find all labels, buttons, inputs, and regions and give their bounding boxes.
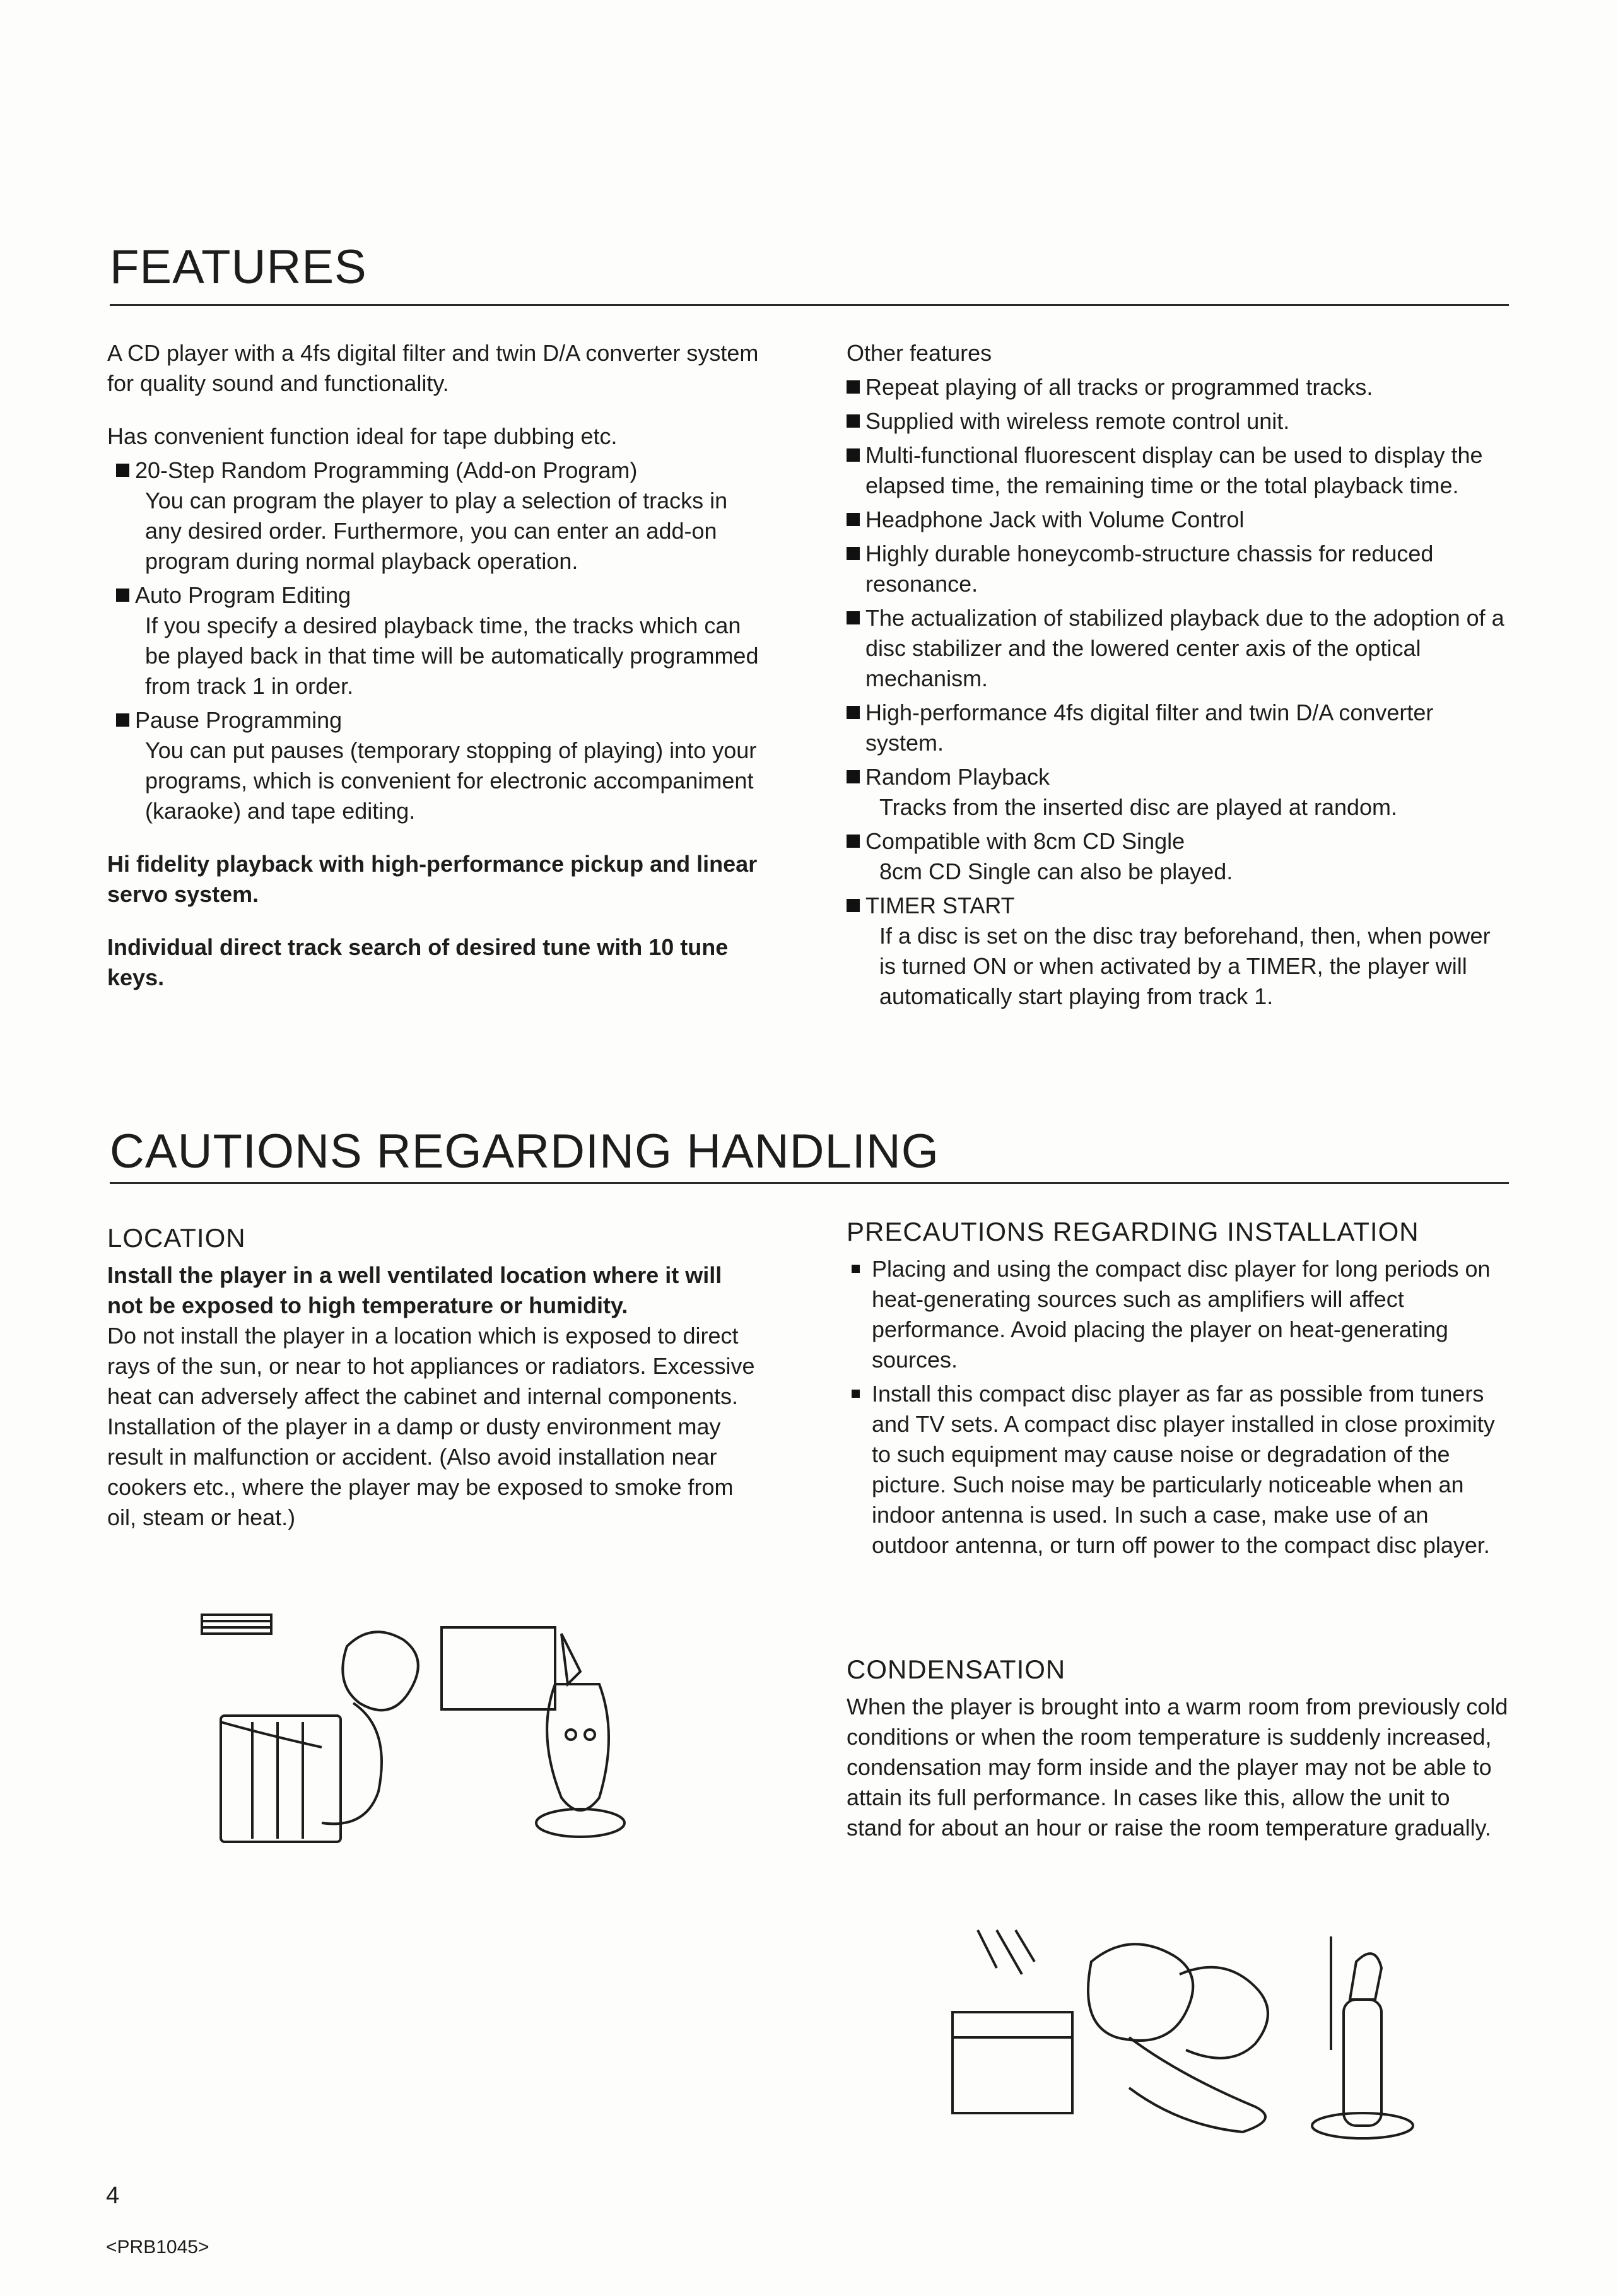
document-code: <PRB1045> <box>106 2237 209 2258</box>
square-bullet-icon <box>847 547 860 560</box>
square-bullet-icon <box>116 589 129 602</box>
cautions-heading: CAUTIONS REGARDING HANDLING <box>110 1125 939 1178</box>
heater-shape <box>202 1615 271 1634</box>
square-bullet-icon <box>116 713 129 727</box>
cabinet-shape <box>953 2012 1072 2113</box>
feature-label: Random Playback <box>865 764 1050 790</box>
other-feature-item <box>847 440 1510 501</box>
precaution-item <box>847 1379 1510 1561</box>
square-bullet-icon <box>847 380 860 394</box>
other-feature-item <box>847 826 1510 857</box>
feature-label: Compatible with 8cm CD Single <box>865 828 1185 854</box>
square-bullet-icon <box>847 414 860 428</box>
feature-item-auto-program-editing <box>107 580 763 611</box>
square-bullet-icon <box>847 899 860 912</box>
feature-body: Tracks from the inserted disc are played at random. <box>879 794 1398 820</box>
other-feature-item <box>847 505 1510 535</box>
condensation-illustration <box>940 1924 1445 2151</box>
feature-label: Highly durable honeycomb-structure chassis for reduced resonance. <box>865 541 1434 597</box>
bullet-icon <box>852 1265 860 1273</box>
feature-label: The actualization of stabilized playback due to the adoption of a disc stabilizer and the lowered center axis of the optical mechanism. <box>865 605 1504 691</box>
features-heading: FEATURES <box>110 240 367 294</box>
square-bullet-icon <box>847 448 860 462</box>
feature-body: You can program the player to play a selection of tracks in any desired order. Furthermore, you can enter an add-on program during normal playback operation. <box>145 488 728 574</box>
feature-label: Auto Program Editing <box>135 582 351 608</box>
square-bullet-icon <box>847 611 860 624</box>
precautions-section <box>847 1216 1510 1561</box>
precaution-text: Install this compact disc player as far as possible from tuners and TV sets. A compact disc player installed in close proximity to such equipment may cause noise or degradation of the picture. Such noise may be particularly noticeable when an indoor antenna is used. In such a case, make use of an outdoor antenna, or turn off power to the compact disc player. <box>872 1381 1495 1558</box>
feature-body: If you specify a desired playback time, the tracks which can be played back in that time will be automatically programmed from track 1 in order. <box>145 612 759 699</box>
square-bullet-icon <box>116 464 129 477</box>
hifi-feature: Hi fidelity playback with high-performance pickup and linear servo system. <box>107 851 758 907</box>
condensation-heading: CONDENSATION <box>847 1655 1066 1684</box>
other-feature-item <box>847 372 1510 402</box>
condensation-section <box>847 1654 1510 1843</box>
feature-label: Pause Programming <box>135 707 343 733</box>
other-feature-item <box>847 603 1510 694</box>
square-bullet-icon <box>847 513 860 526</box>
features-intro: A CD player with a 4fs digital filter and twin D/A converter system for quality sound and functionality. <box>107 340 759 396</box>
heater-shape <box>1344 2000 1381 2126</box>
page-number: 4 <box>106 2182 120 2209</box>
precautions-heading: PRECAUTIONS REGARDING INSTALLATION <box>847 1217 1419 1246</box>
feature-body: 8cm CD Single can also be played. <box>879 858 1233 884</box>
square-bullet-icon <box>847 835 860 848</box>
dubbing-heading: Has convenient function ideal for tape dubbing etc. <box>107 423 618 449</box>
square-bullet-icon <box>847 770 860 783</box>
window-frost <box>978 1930 1035 1974</box>
feature-label: 20-Step Random Programming (Add-on Program) <box>135 457 638 483</box>
feature-item-random-programming <box>107 455 763 486</box>
window-shape <box>442 1627 555 1709</box>
other-feature-item <box>847 891 1510 921</box>
location-body: Do not install the player in a location which is exposed to direct rays of the sun, or near to hot appliances or radiators. Excessive heat can adversely affect the cabinet and internal components. Installation of the player in a damp or dusty environment may result in malfunction or accident. (Also avoid installation near cookers etc., where the player may be exposed to smoke from oil, steam or heat.) <box>107 1323 755 1530</box>
feature-label: Headphone Jack with Volume Control <box>865 507 1245 532</box>
condensation-body: When the player is brought into a warm room from previously cold conditions or when the room temperature is suddenly increased, condensation may form inside and the player may not be able to attain its full performance. In cases like this, allow the unit to stand for about an hour or raise the room temperature gradually. <box>847 1694 1508 1841</box>
character-head <box>1088 1944 1193 2041</box>
feature-body: You can put pauses (temporary stopping of playing) into your programs, which is convenient for electronic accompaniment (karaoke) and tape editing. <box>145 737 757 824</box>
feature-label: High-performance 4fs digital filter and twin D/A converter system. <box>865 700 1434 756</box>
hot-location-illustration <box>189 1608 669 1861</box>
direct-track-feature: Individual direct track search of desired tune with 10 tune keys. <box>107 934 729 990</box>
feature-label: Multi-functional fluorescent display can be used to display the elapsed time, the remaining time or the total playback time. <box>865 442 1483 498</box>
other-feature-item <box>847 406 1510 436</box>
feature-body: If a disc is set on the disc tray beforehand, then, when power is turned ON or when activated by a TIMER, the player will automatically start playing from track 1. <box>879 923 1491 1009</box>
location-bold-text: Install the player in a well ventilated location where it will not be exposed to high temperature or humidity. <box>107 1262 722 1318</box>
feature-label: TIMER START <box>865 893 1015 918</box>
feature-label: Repeat playing of all tracks or programmed tracks. <box>865 374 1373 400</box>
other-feature-item <box>847 698 1510 758</box>
square-bullet-icon <box>847 706 860 719</box>
kettle-shape <box>1350 1953 1381 2000</box>
other-feature-item <box>847 539 1510 599</box>
character-head <box>343 1632 418 1710</box>
location-heading: LOCATION <box>107 1223 246 1253</box>
other-feature-item <box>847 762 1510 792</box>
features-left-column <box>107 338 763 993</box>
other-features-heading: Other features <box>847 340 992 366</box>
cautions-rule <box>110 1182 1509 1184</box>
features-rule <box>110 304 1509 306</box>
feature-item-pause-programming <box>107 705 763 735</box>
precaution-item <box>847 1254 1510 1375</box>
bullet-icon <box>852 1390 860 1398</box>
feature-label: Supplied with wireless remote control unit. <box>865 408 1290 434</box>
location-section <box>107 1222 763 1533</box>
precaution-text: Placing and using the compact disc player for long periods on heat-generating sources such as amplifiers will affect performance. Avoid placing the player on heat-generating sources. <box>872 1256 1491 1373</box>
features-right-column <box>847 338 1510 1012</box>
flame-shape <box>561 1634 580 1684</box>
